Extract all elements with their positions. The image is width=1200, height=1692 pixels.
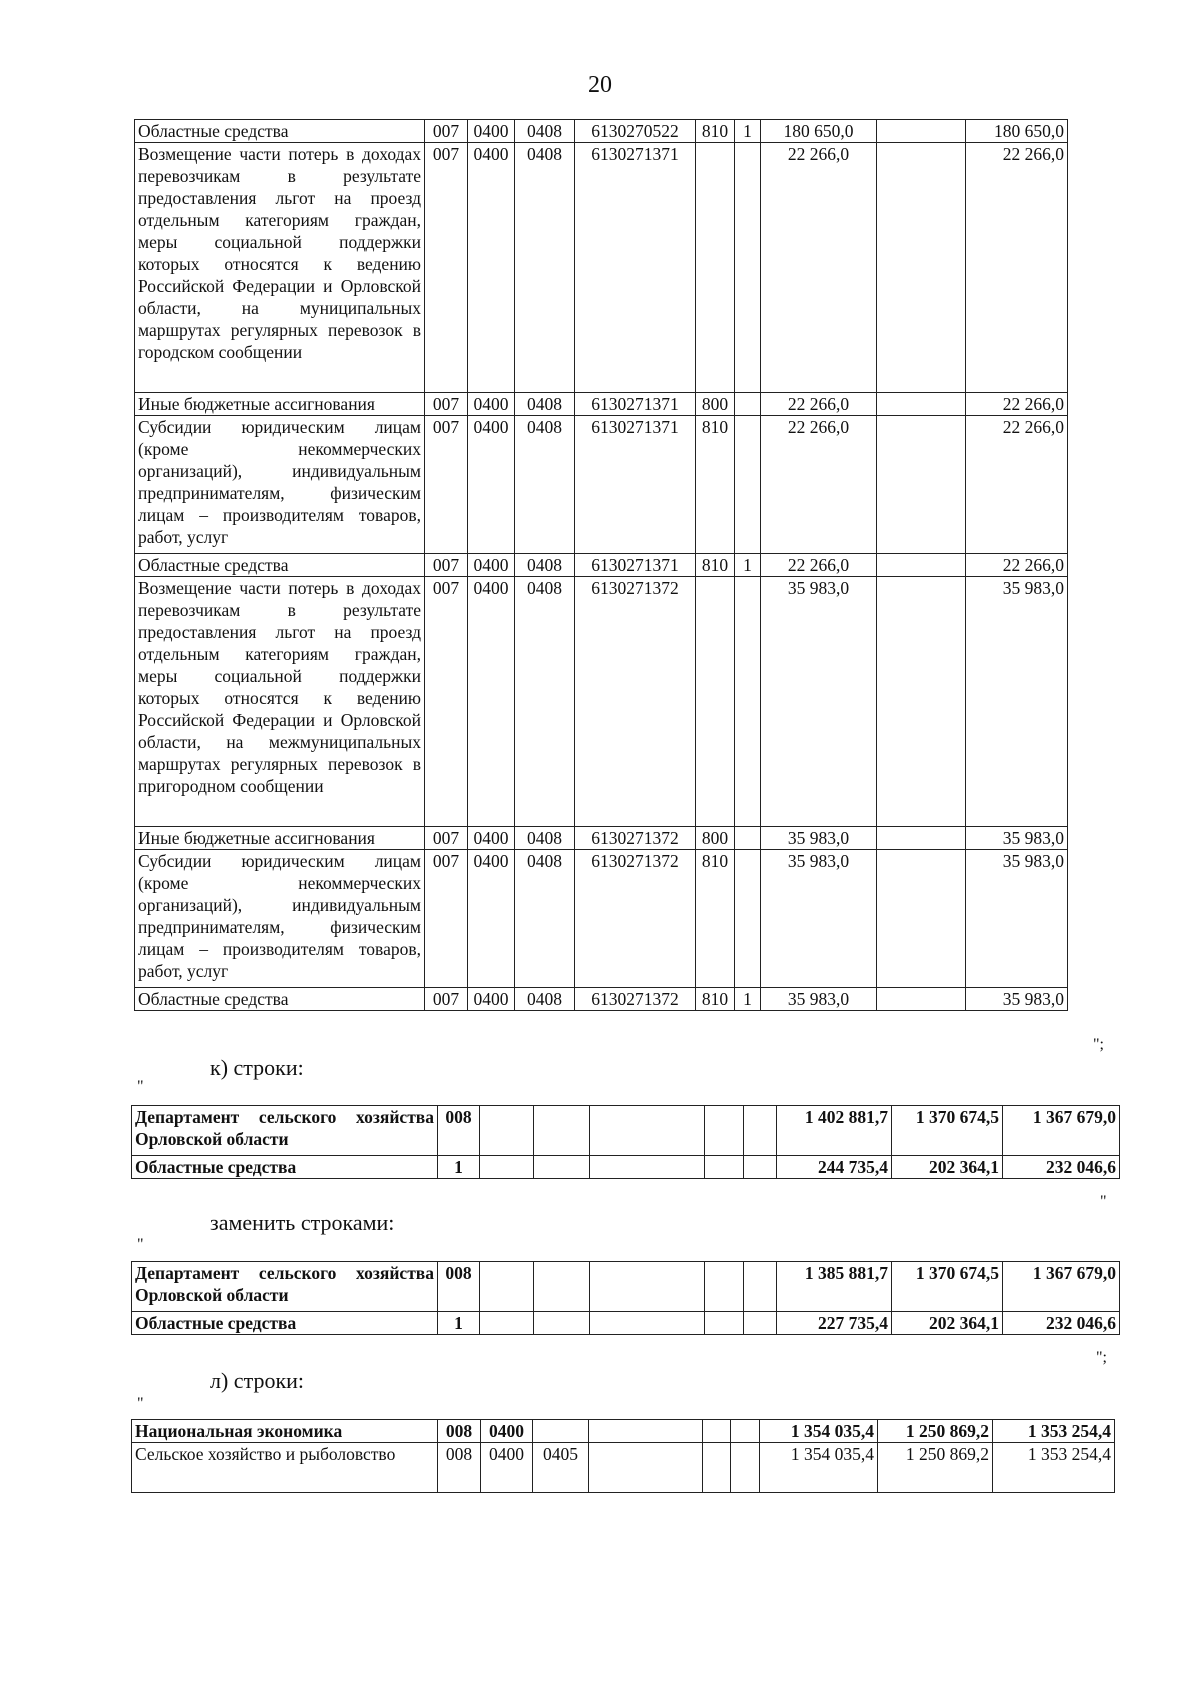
row-name: Областные средства: [135, 554, 425, 577]
table-row: [135, 827, 1068, 850]
cell-pr: 0408: [515, 988, 575, 1011]
cell-gr: 007: [425, 850, 468, 988]
table-row: [132, 1156, 1120, 1179]
cell-value-2: 1 250 869,2: [878, 1420, 993, 1443]
cell-gr: 007: [425, 416, 468, 554]
cell-value-3: 35 983,0: [966, 827, 1068, 850]
open-quote: ": [137, 1236, 144, 1253]
cell-value-3: 1 367 679,0: [1003, 1106, 1120, 1156]
cell-value-1: 1 402 881,7: [777, 1106, 892, 1156]
cell-value-1: 22 266,0: [761, 416, 877, 554]
table-k: [131, 1105, 1120, 1179]
cell-src: 1: [735, 120, 761, 143]
cell-csr: 6130271371: [575, 554, 696, 577]
cell-csr: 6130271372: [575, 850, 696, 988]
cell-pr: 0408: [515, 143, 575, 393]
table-row: [135, 393, 1068, 416]
cell-vr: 800: [696, 393, 735, 416]
cell-gr: 007: [425, 577, 468, 827]
open-quote: ": [137, 1078, 144, 1095]
cell-src: [735, 850, 761, 988]
cell-value-1: 180 650,0: [761, 120, 877, 143]
cell-value-1: 1 354 035,4: [760, 1420, 878, 1443]
table-l: [131, 1419, 1115, 1493]
cell-src: [735, 393, 761, 416]
cell-value-2: [877, 120, 966, 143]
row-name: Субсидии юридическим лицам (кроме некоммерческих организаций), индивидуальным предпринимателям, физическим лицам – производителям товаров, работ, услуг: [135, 416, 425, 554]
cell-pr: 0408: [515, 577, 575, 827]
cell-gr: 008: [438, 1106, 480, 1156]
cell-src: 1: [735, 554, 761, 577]
table-row: [132, 1262, 1120, 1312]
cell-value-2: 202 364,1: [892, 1156, 1003, 1179]
section-replace-label: заменить строками:: [210, 1210, 395, 1235]
row-name: Возмещение части потерь в доходах перевозчикам в результате предоставления льгот на проезд отдельным категориям граждан, меры социальной поддержки которых относятся к ведению Российской Федерации и Орловской области, на межмуниципальных маршрутах регулярных перевозок в пригородном сообщении: [135, 577, 425, 827]
cell-value-1: 22 266,0: [761, 393, 877, 416]
row-name: Иные бюджетные ассигнования: [135, 393, 425, 416]
row-name: Иные бюджетные ассигнования: [135, 827, 425, 850]
cell-csr: 6130270522: [575, 120, 696, 143]
row-name: Департамент сельского хозяйства Орловской области: [132, 1262, 438, 1312]
cell-value-1: 1 385 881,7: [777, 1262, 892, 1312]
cell-gr: 007: [425, 393, 468, 416]
cell-value-1: 22 266,0: [761, 143, 877, 393]
table-row: [132, 1420, 1115, 1443]
cell-csr: 6130271372: [575, 988, 696, 1011]
cell-gr: 008: [438, 1420, 481, 1443]
cell-value-2: 1 370 674,5: [892, 1106, 1003, 1156]
cell-src: [735, 416, 761, 554]
cell-vr: [696, 143, 735, 393]
page-number: 20: [588, 72, 612, 98]
row-name: Сельское хозяйство и рыболовство: [132, 1443, 438, 1493]
cell-gr: 008: [438, 1443, 481, 1493]
cell-gr: 007: [425, 554, 468, 577]
open-quote: ": [137, 1395, 144, 1412]
cell-vr: 800: [696, 827, 735, 850]
cell-value-3: 22 266,0: [966, 416, 1068, 554]
table-row: [132, 1106, 1120, 1156]
cell-value-3: 35 983,0: [966, 988, 1068, 1011]
cell-vr: 810: [696, 416, 735, 554]
cell-value-2: [877, 988, 966, 1011]
cell-pr: [533, 1420, 589, 1443]
cell-gr: 007: [425, 988, 468, 1011]
cell-gr: 1: [438, 1156, 480, 1179]
table-row: [135, 850, 1068, 988]
cell-rz: 0400: [468, 393, 515, 416]
cell-value-3: 232 046,6: [1003, 1156, 1120, 1179]
cell-value-1: 35 983,0: [761, 850, 877, 988]
cell-src: [735, 577, 761, 827]
cell-value-1: 1 354 035,4: [760, 1443, 878, 1493]
table-row: [132, 1312, 1120, 1335]
cell-csr: 6130271372: [575, 577, 696, 827]
cell-csr: 6130271371: [575, 416, 696, 554]
cell-value-3: 35 983,0: [966, 577, 1068, 827]
cell-value-2: [877, 850, 966, 988]
table-row: [135, 416, 1068, 554]
cell-value-1: 227 735,4: [777, 1312, 892, 1335]
row-name: Областные средства: [135, 988, 425, 1011]
cell-value-1: 244 735,4: [777, 1156, 892, 1179]
cell-value-3: 1 353 254,4: [993, 1420, 1115, 1443]
row-name: Возмещение части потерь в доходах перевозчикам в результате предоставления льгот на проезд отдельным категориям граждан, меры социальной поддержки которых относятся к ведению Российской Федерации и Орловской области, на муниципальных маршрутах регулярных перевозок в городском сообщении: [135, 143, 425, 393]
cell-value-3: 1 367 679,0: [1003, 1262, 1120, 1312]
row-name: Субсидии юридическим лицам (кроме некоммерческих организаций), индивидуальным предпринимателям, физическим лицам – производителям товаров, работ, услуг: [135, 850, 425, 988]
section-l-label: л) строки:: [210, 1368, 305, 1393]
table-row: [135, 554, 1068, 577]
cell-gr: 007: [425, 827, 468, 850]
cell-value-2: [877, 554, 966, 577]
cell-value-3: 180 650,0: [966, 120, 1068, 143]
row-name: Областные средства: [135, 120, 425, 143]
cell-rz: 0400: [468, 143, 515, 393]
cell-gr: 1: [438, 1312, 480, 1335]
row-name: Областные средства: [132, 1156, 438, 1179]
cell-value-1: 35 983,0: [761, 827, 877, 850]
cell-gr: 007: [425, 120, 468, 143]
cell-rz: 0400: [481, 1420, 533, 1443]
cell-value-2: [877, 143, 966, 393]
cell-rz: 0400: [468, 554, 515, 577]
cell-csr: 6130271371: [575, 393, 696, 416]
cell-rz: 0400: [468, 416, 515, 554]
cell-value-3: 1 353 254,4: [993, 1443, 1115, 1493]
cell-pr: 0408: [515, 120, 575, 143]
table-row: [135, 120, 1068, 143]
cell-rz: 0400: [481, 1443, 533, 1493]
closing-quote: ";: [1093, 1036, 1104, 1053]
cell-vr: 810: [696, 120, 735, 143]
row-name: Департамент сельского хозяйства Орловской области: [132, 1106, 438, 1156]
cell-value-2: [877, 416, 966, 554]
cell-pr: 0408: [515, 827, 575, 850]
cell-value-2: [877, 393, 966, 416]
cell-value-1: 35 983,0: [761, 577, 877, 827]
cell-value-3: 22 266,0: [966, 143, 1068, 393]
table-row: [135, 988, 1068, 1011]
row-name: Областные средства: [132, 1312, 438, 1335]
cell-rz: 0400: [468, 120, 515, 143]
cell-pr: 0408: [515, 850, 575, 988]
cell-rz: 0400: [468, 577, 515, 827]
cell-gr: 007: [425, 143, 468, 393]
cell-value-1: 22 266,0: [761, 554, 877, 577]
cell-gr: 008: [438, 1262, 480, 1312]
table-row: [132, 1443, 1115, 1493]
budget-table-main: [134, 119, 1068, 1011]
cell-src: [735, 827, 761, 850]
cell-vr: 810: [696, 850, 735, 988]
cell-csr: 6130271372: [575, 827, 696, 850]
cell-csr: 6130271371: [575, 143, 696, 393]
cell-value-3: 35 983,0: [966, 850, 1068, 988]
cell-value-1: 35 983,0: [761, 988, 877, 1011]
row-name: Национальная экономика: [132, 1420, 438, 1443]
table-replace: [131, 1261, 1120, 1335]
closing-quote: ";: [1096, 1349, 1107, 1366]
cell-vr: [696, 577, 735, 827]
cell-vr: 810: [696, 988, 735, 1011]
cell-pr: 0408: [515, 393, 575, 416]
cell-value-2: 202 364,1: [892, 1312, 1003, 1335]
table-row: [135, 143, 1068, 393]
cell-vr: 810: [696, 554, 735, 577]
cell-value-2: [877, 827, 966, 850]
cell-pr: 0405: [533, 1443, 589, 1493]
cell-pr: 0408: [515, 416, 575, 554]
cell-rz: 0400: [468, 827, 515, 850]
section-k-label: к) строки:: [210, 1055, 304, 1080]
cell-value-3: 232 046,6: [1003, 1312, 1120, 1335]
table-row: [135, 577, 1068, 827]
cell-value-3: 22 266,0: [966, 554, 1068, 577]
cell-src: 1: [735, 988, 761, 1011]
cell-rz: 0400: [468, 988, 515, 1011]
cell-src: [735, 143, 761, 393]
cell-value-2: 1 370 674,5: [892, 1262, 1003, 1312]
cell-value-2: [877, 577, 966, 827]
cell-value-2: 1 250 869,2: [878, 1443, 993, 1493]
cell-value-3: 22 266,0: [966, 393, 1068, 416]
closing-quote: ": [1100, 1193, 1107, 1210]
cell-pr: 0408: [515, 554, 575, 577]
cell-rz: 0400: [468, 850, 515, 988]
